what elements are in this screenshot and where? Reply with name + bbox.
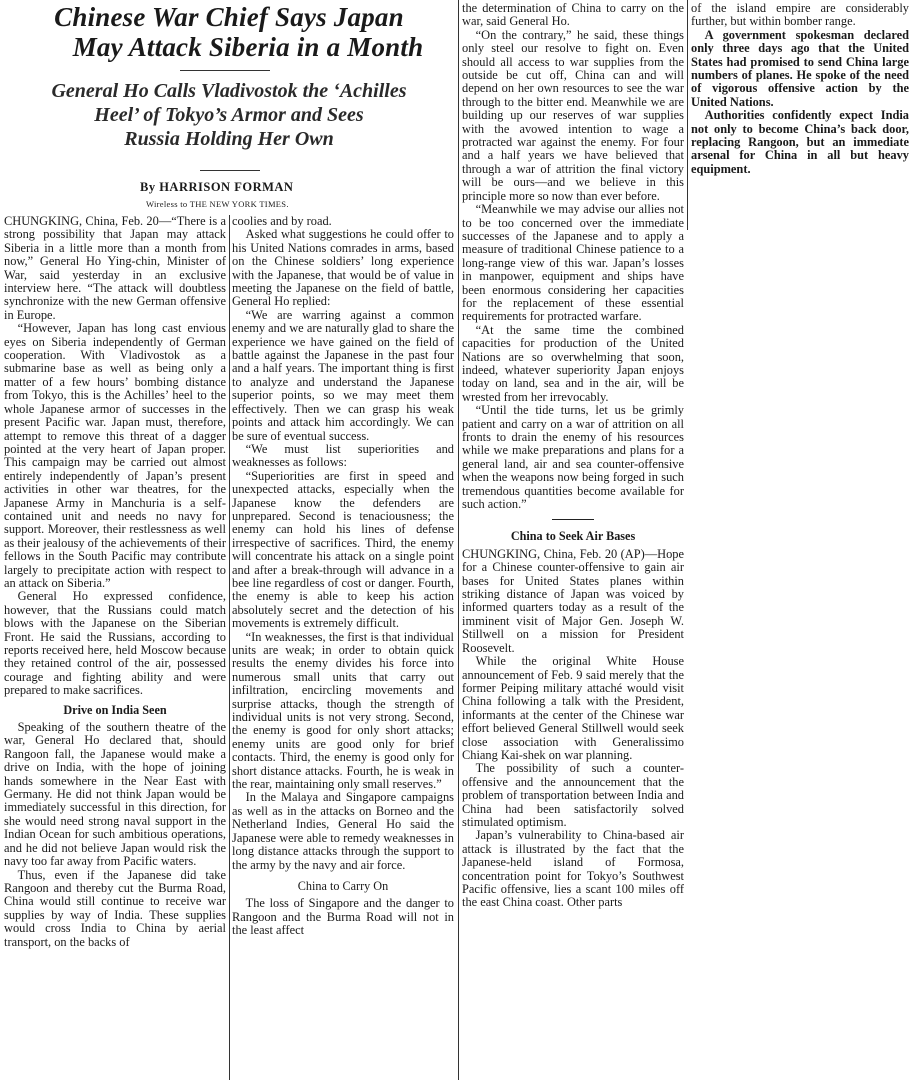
col2-paragraph: coolies and by road. [232, 215, 332, 228]
deck-line1: General Ho Calls Vladivostok the ‘Achilles [51, 80, 407, 102]
col1-paragraph: “However, Japan has long cast envious eyes on Siberia independently of German cooperation. With Vladivostok as a submarine base as well as being only a matter of a few hours’ bombing distance from Tokyo, this is the Achilles’ heel to the whole Japanese armor of successes in the present Pacific war. Japan must, therefore, attempt to remove this threat of a dagger pointed at the very heart of Japan proper. This campaign may be carried out almost entirely independently of Japan’s present activities in other war theatres, for the Japanese Army in Manchuria is a self-contained unit and needs no navy for support. Moreover, their restlessness as well as their jealousy of the achievements of their fellows in the South Pacific may contribute largely to precipitate action with respect to an attack on Siberia.” [4, 321, 226, 590]
column-3 [462, 2, 684, 1080]
col4-paragraph: Authorities confidently expect India not only to become China’s back door, replacing Rangoon, but an immediate arsenal for China in all but heavy equipment. [691, 108, 909, 176]
column-2 [232, 215, 454, 1080]
col1-paragraph: Thus, even if the Japanese did take Rangoon and thereby cut the Burma Road, China would still continue to receive war supplies by way of India. These supplies would cross India to China by aerial transport, on the backs of [4, 867, 226, 949]
headline-rule [180, 70, 270, 71]
col2-paragraph: The loss of Singapore and the danger to Rangoon and the Burma Road will not in the least affect [232, 896, 454, 938]
col3-paragraph: While the original White House announcement of Feb. 9 said merely that the former Peiping military attaché would visit China following a talk with the President, informants at the center of the Chinese war effort believed General Stillwell would seek close association with Generalissimo Chiang Kai-shek on war planning. [462, 654, 684, 762]
column-rule [229, 215, 230, 1080]
col4-paragraph: A government spokesman declared only three days ago that the United States had promised to send China large numbers of planes. He spoke of the need of vigorous offensive action by the United Nations. [691, 27, 909, 109]
section-rule [552, 519, 594, 520]
subhead-china-to-carry-on: China to Carry On [297, 878, 389, 893]
col2-paragraph: “Superiorities are first in speed and unexpected attacks, especially when the Japanese know the defenders are unprepared. Second is tenaciousness; the enemy can hold his lines of defense irrespective of sacrifices. Third, the enemy will concentrate his attack on a single point and after a break-through will advance in a bee line regardless of cost or danger. Fourth, the enemy is able to keep his action absolutely secret and the detection of his movements is extremely difficult. [232, 468, 454, 631]
col1-paragraph: CHUNGKING, China, Feb. 20—“There is a strong possibility that Japan may attack Siberia in a little more than a month from now,” General Ho Ying-chin, Minister of War, said yesterday in an exclusive interview here. “The attack will doubtless synchronize with the new German offensive in Europe. [4, 215, 226, 322]
col3-paragraph: Japan’s vulnerability to China-based air attack is illustrated by the fact that the Japanese-held island of Formosa, concentration point for Tokyo’s Southwest Pacific offensive, lies a scant 100 miles off the east China coast. Other parts [462, 828, 684, 910]
deck-rule [200, 170, 260, 171]
col3-paragraph: the determination of China to carry on the war, said General Ho. [462, 2, 684, 29]
deck [4, 79, 454, 151]
deck-line3: Russia Holding Her Own [124, 128, 334, 150]
col1-paragraph: Speaking of the southern theatre of the war, General Ho declared that, should Rangoon fall, the Japanese would make a drive on India, with the hope of joining hands somewhere in the Near East with Germany. He did not think Japan would be immediately successful in this direction, for she would need strong naval support in the Indian Ocean for such ambitious operations, and he did not believe Japan would risk the navy too far away from Pacific waters. [4, 720, 226, 869]
headline-line2: May Attack Siberia in a Month [72, 32, 424, 62]
col3-paragraph: “Meanwhile we may advise our allies not to be too concerned over the immediate successes of the Japanese and to apply a measure of traditional Chinese patience to a long-range view of this war. Japan’s losses in manpower, equipment and ships have been enormous considering her capacities for the replacement of these essential requirements for protracted warfare. [462, 202, 684, 324]
col3-paragraph: The possibility of such a counter-offensive and the announcement that the problem of transportation between India and China had been satisfactorily solved stimulated optimism. [462, 761, 684, 829]
col3-paragraph: “On the contrary,” he said, these things only steel our resolve to fight on. Even should all access to war supplies from the outside be cut off, China can and will depend on her own resources to see the war through to the bitter end. Meanwhile we are building up our reserves of war supplies with the avowed intention to wage a protracted war against the enemy. For four and a half years we have believed that through a war of attrition the final victory will be ours—and we believe in this principle more so now than ever before. [462, 27, 684, 203]
col2-paragraph: “In weaknesses, the first is that individual units are weak; in order to obtain quick results the enemy divides his force into numerous small units that carry out infiltration, encircling movements and surprise attacks, though the strength of individual units is not very strong. Second, the enemy is good for only short attacks; enemy units are good only for brief contacts. Third, the enemy is good only for short distance attacks. Fourth, he is weak in the rear, maintaining only small reserves.” [232, 629, 454, 792]
col3-paragraph: CHUNGKING, China, Feb. 20 (AP)—Hope for a Chinese counter-offensive to gain air bases for United States planes within striking distance of Japan was voiced by informed quarters today as a result of the imminent visit of Major Gen. Joseph W. Stillwell on a mission for President Roosevelt. [462, 546, 684, 655]
col3-paragraph: “Until the tide turns, let us be grimly patient and carry on a war of attrition on all fronts to drain the enemy of his resources while we make preparations and plans for a general land, air and sea counter-offensive when the weapons now being forged in such tremendous quantities become available for such action.” [462, 403, 684, 512]
col2-paragraph: “We must list superiorities and weaknesses as follows: [232, 441, 454, 470]
col1-paragraph: General Ho expressed confidence, however, that the Russians could match blows with the Japanese on the Siberian Front. He said the Russians, according to reports received here, held Moscow because they retained control of the air, possessed courage and fighting ability and were prepared to make sacrifices. [4, 589, 226, 698]
column-rule [458, 0, 459, 1080]
column-4 [691, 2, 909, 230]
column-1 [4, 215, 226, 1080]
column-rule [687, 0, 688, 230]
wireless-credit: Wireless to THE NEW YORK TIMES. [146, 199, 289, 209]
byline: By HARRISON FORMAN [140, 180, 294, 194]
col2-paragraph: In the Malaya and Singapore campaigns as well as in the attacks on Borneo and the Netherland Indies, General Ho said the Japanese were able to remedy weaknesses in long distance attacks through the support to the army by the navy and air force. [232, 790, 454, 872]
headline [4, 2, 454, 62]
col2-paragraph: “We are warring against a common enemy and we are naturally glad to share the experience we have gained on the field of battle against the Japanese in the past four and a half years. The important thing is first to analyze and understand the Japanese superior points, so we may meet them effectively. Then we can grasp his weak points and attack him accordingly. We can be sure of eventual success. [232, 307, 454, 443]
col2-paragraph: Asked what suggestions he could offer to his United Nations comrades in arms, based on the Chinese soldiers’ long experience with the Japanese, that would be of value in meeting the Japanese on the field of battle, General Ho replied: [232, 227, 454, 309]
headline-line1: Chinese War Chief Says Japan [54, 2, 404, 32]
col4-paragraph: of the island empire are considerably further, but within bomber range. [691, 2, 909, 29]
subhead-drive-on-india: Drive on India Seen [63, 702, 167, 717]
subhead-china-to-seek-air-bases: China to Seek Air Bases [510, 529, 636, 544]
col3-paragraph: “At the same time the combined capacities for production of the United Nations are so overwhelming that soon, indeed, whatever superiority Japan enjoys today on land, sea and in the air, will be wrested from her irrevocably. [462, 322, 684, 404]
deck-line2: Heel’ of Tokyo’s Armor and Sees [94, 104, 364, 126]
